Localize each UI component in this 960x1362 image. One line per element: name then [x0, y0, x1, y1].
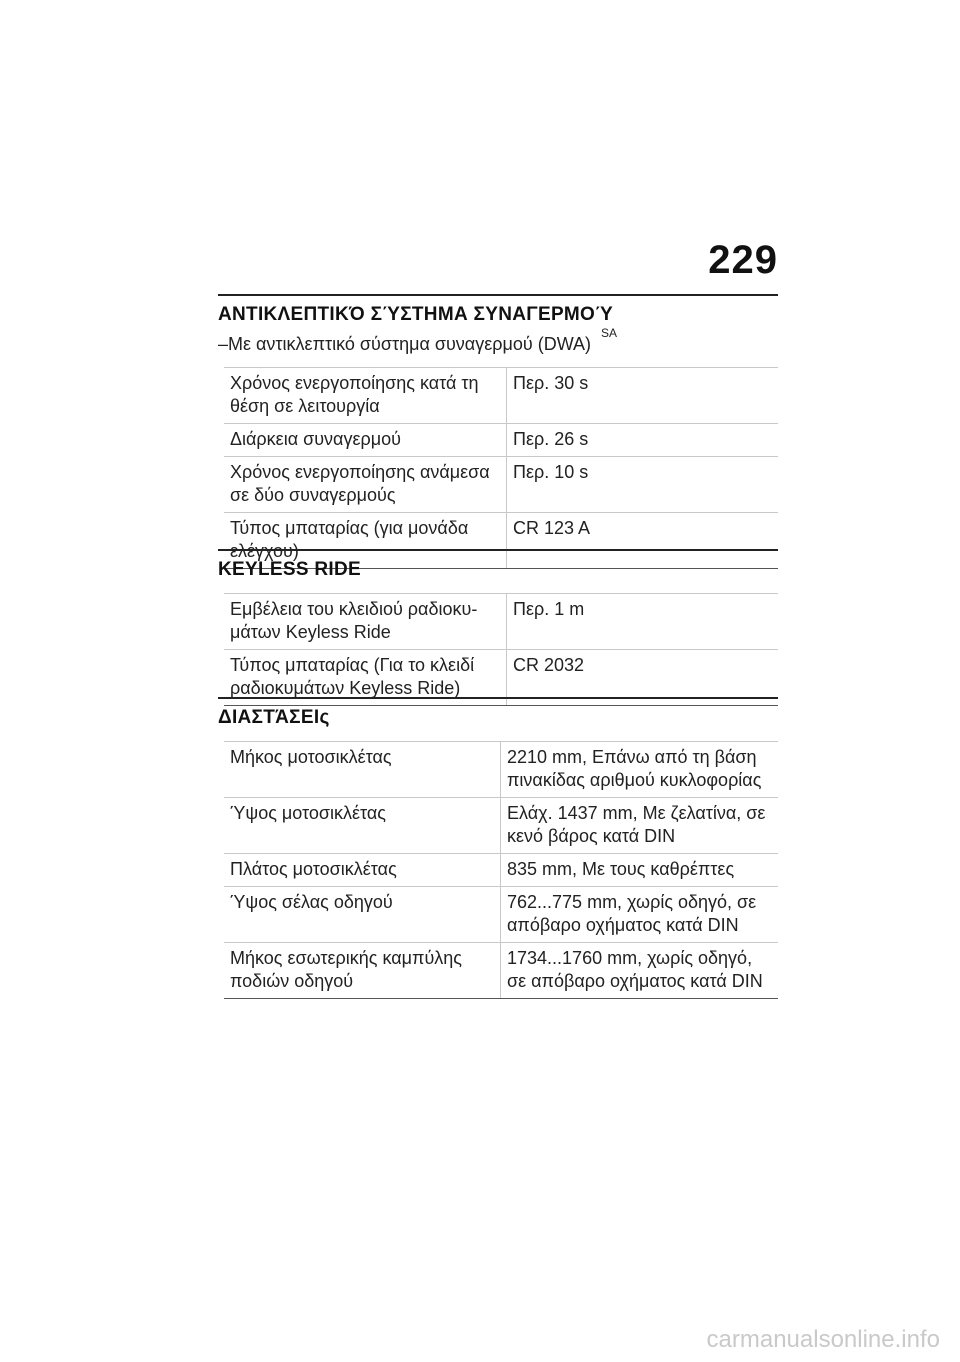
spec-label: Ύψος σέλας οδηγού: [224, 887, 501, 943]
spec-label: Διάρκεια συναγερμού: [224, 424, 507, 457]
spec-value: Περ. 1 m: [507, 594, 779, 650]
section-subtitle-alarm: [218, 326, 778, 355]
spec-value: 2210 mm, Επάνω από τη βάση πινακίδας αριθμού κυκλοφορίας: [501, 742, 779, 798]
spec-table-keyless: [224, 593, 778, 706]
section-alarm: [218, 294, 778, 569]
spec-label: Τύπος μπαταρίας (Για το κλειδί ραδιοκυμάτων Keyless Ride): [224, 650, 507, 706]
spec-value: Περ. 26 s: [507, 424, 779, 457]
section-title-keyless: KEYLESS RIDE: [218, 559, 361, 580]
section-divider: [218, 697, 778, 699]
page-number: 229: [708, 238, 778, 282]
spec-value: CR 2032: [507, 650, 779, 706]
table-row: [224, 594, 778, 650]
table-row: [224, 798, 778, 854]
spec-value: CR 123 A: [507, 513, 779, 569]
table-row: [224, 368, 778, 424]
spec-value: Ελάχ. 1437 mm, Με ζελατίνα, σε κενό βάρος κατά DIN: [501, 798, 779, 854]
watermark: carmanualsonline.info: [706, 1326, 940, 1353]
section-keyless-ride: [218, 549, 778, 706]
spec-label: Ύψος μοτοσικλέτας: [224, 798, 501, 854]
table-row: [224, 457, 778, 513]
spec-label: Χρόνος ενεργοποίησης ανάμεσα σε δύο συναγερμούς: [224, 457, 507, 513]
section-title-alarm: ΑΝΤΙΚΛΕΠΤΙΚΌ ΣΎΣΤΗΜΑ ΣΥΝΑΓΕΡΜΟΎ: [218, 304, 614, 325]
spec-label: Χρόνος ενεργοποίησης κατά τη θέση σε λειτουργία: [224, 368, 507, 424]
section-divider: [218, 549, 778, 551]
spec-label: Πλάτος μοτοσικλέτας: [224, 854, 501, 887]
spec-label: Εμβέλεια του κλειδιού ραδιοκυ-μάτων Keyless Ride: [224, 594, 507, 650]
table-row: [224, 854, 778, 887]
spec-value: 762...775 mm, χωρίς οδηγό, σε απόβαρο οχήματος κατά DIN: [501, 887, 779, 943]
subtitle-text: –Με αντικλεπτικό σύστημα συναγερμού (DWA): [218, 334, 592, 354]
spec-table-dimensions: [224, 741, 778, 999]
spec-label: Τύπος μπαταρίας (για μονάδα ελέγχου): [224, 513, 507, 569]
spec-label: Μήκος εσωτερικής καμπύλης ποδιών οδηγού: [224, 943, 501, 999]
sa-superscript: SA: [601, 326, 618, 340]
table-row: [224, 742, 778, 798]
spec-value: 835 mm, Με τους καθρέπτες: [501, 854, 779, 887]
section-divider: [218, 294, 778, 296]
table-row: [224, 943, 778, 999]
section-title-dimensions: ΔΙΑΣΤΆΣΕΙς: [218, 707, 330, 728]
spec-label: Μήκος μοτοσικλέτας: [224, 742, 501, 798]
spec-value: Περ. 10 s: [507, 457, 779, 513]
table-row: [224, 887, 778, 943]
section-dimensions: [218, 697, 778, 999]
spec-value: 1734...1760 mm, χωρίς οδηγό, σε απόβαρο οχήματος κατά DIN: [501, 943, 779, 999]
spec-value: Περ. 30 s: [507, 368, 779, 424]
table-row: [224, 424, 778, 457]
spec-table-alarm: [224, 367, 778, 569]
